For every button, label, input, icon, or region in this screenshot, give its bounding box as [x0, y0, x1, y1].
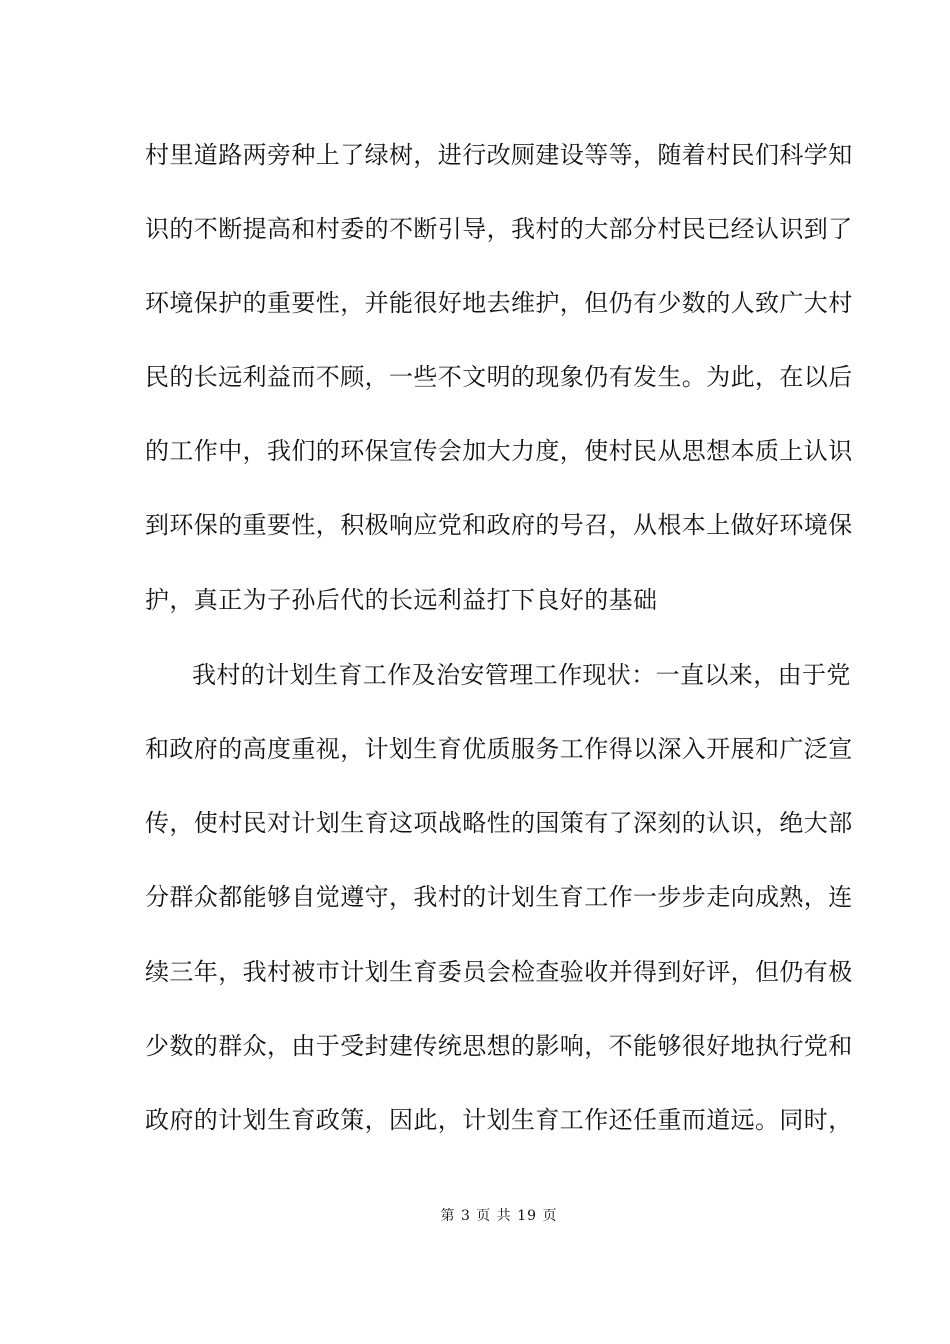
- text-line: 识的不断提高和村委的不断引导，我村的大部分村民已经认识到了: [145, 215, 853, 243]
- text-line: 环境保护的重要性，并能很好地去维护，但仍有少数的人致广大村: [145, 289, 853, 317]
- text-line: 政府的计划生育政策，因此，计划生育工作还任重而道远。同时，: [145, 1106, 853, 1134]
- text-line: 民的长远利益而不顾，一些不文明的现象仍有发生。为此，在以后: [145, 363, 853, 391]
- text-line: 分群众都能够自觉遵守，我村的计划生育工作一步步走向成熟，连: [145, 883, 853, 911]
- text-line: 少数的群众，由于受封建传统思想的影响，不能够很好地执行党和: [145, 1032, 853, 1060]
- text-line: 传，使村民对计划生育这项战略性的国策有了深刻的认识，绝大部: [145, 809, 853, 837]
- paragraph-start-line: 我村的计划生育工作及治安管理工作现状：一直以来，由于党: [192, 661, 851, 689]
- text-line: 和政府的高度重视，计划生育优质服务工作得以深入开展和广泛宣: [145, 735, 853, 763]
- text-line: 的工作中，我们的环保宣传会加大力度，使村民从思想本质上认识: [145, 437, 853, 465]
- text-line: 村里道路两旁种上了绿树，进行改厕建设等等，随着村民们科学知: [145, 141, 853, 169]
- text-line: 续三年，我村被市计划生育委员会检查验收并得到好评，但仍有极: [145, 958, 853, 986]
- text-line: 到环保的重要性，积极响应党和政府的号召，从根本上做好环境保: [145, 511, 853, 539]
- text-line: 护，真正为子孙后代的长远利益打下良好的基础: [145, 586, 658, 614]
- page-number-footer: 第 3 页 共 19 页: [440, 1208, 558, 1224]
